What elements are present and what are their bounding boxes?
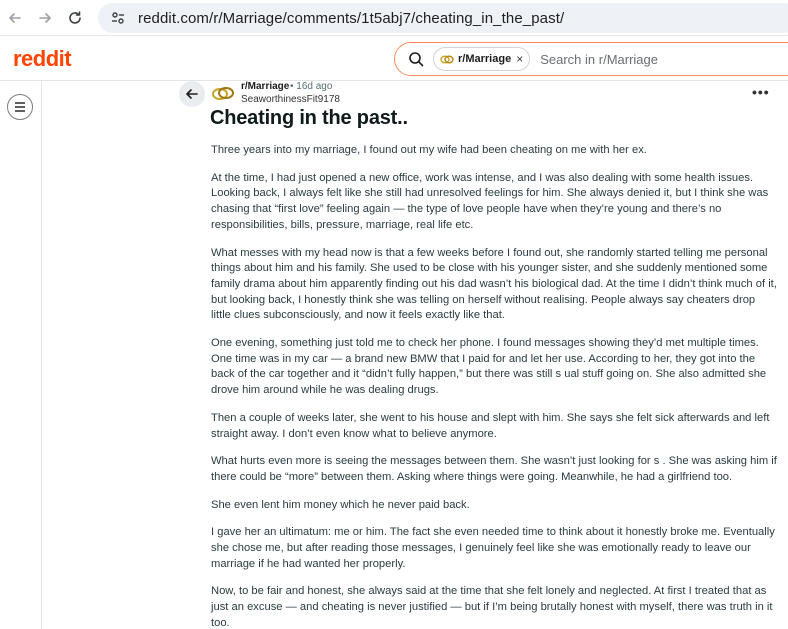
more-options-icon[interactable]: ••• [752, 84, 770, 100]
back-button[interactable] [179, 81, 205, 107]
post-paragraph: She even lent him money which he never paid back. [211, 498, 470, 511]
url-text[interactable]: reddit.com/r/Marriage/comments/1t5abj7/cheating_in_the_past/ [138, 9, 565, 27]
post-paragraph: Then a couple of weeks later, she went to his house and slept with him. She says she felt sick afterwards and left straight away. I don’t even know what to believe anymore. [211, 411, 770, 440]
address-bar[interactable] [98, 3, 788, 33]
post-paragraph: Three years into my marriage, I found out my wife had been cheating on me with her ex. [211, 144, 647, 156]
left-rail [0, 81, 42, 629]
search-input[interactable]: Search in r/Marriage [540, 51, 658, 67]
subreddit-avatar-rings-icon[interactable] [211, 86, 235, 100]
subreddit-name[interactable]: r/Marriage [241, 81, 290, 92]
subreddit-filter-chip[interactable] [433, 47, 530, 71]
search-icon [407, 50, 425, 68]
forward-arrow-icon[interactable] [34, 7, 56, 29]
menu-icon[interactable] [7, 94, 33, 120]
post-author[interactable]: SeaworthinessFit9178 [241, 94, 340, 105]
reload-icon[interactable] [64, 7, 86, 29]
post-paragraph: Now, to be fair and honest, she always said at the time that she felt lonely and neglected. At first I treated that as just an excuse — and cheating is never justified — but if I’m being brutally honest with myself, there was truth in it too. [211, 585, 773, 629]
back-arrow-icon[interactable] [4, 7, 26, 29]
post-paragraph: What hurts even more is seeing the messages between them. She wasn’t just looking for s . She was asking him if there could be “more” between them. Asking where things were going. Meanwhile, he had a girlfriend too. [211, 455, 777, 483]
reddit-logo[interactable]: reddit [13, 46, 72, 71]
search-bar[interactable] [394, 42, 788, 76]
post-title: Cheating in the past.. [210, 107, 408, 129]
post-paragraph: At the time, I had just opened a new office, work was intense, and I was also dealing with some health issues. Looking back, I always felt like she still had unresolved feelings for him. She always denied it, but I think she was chasing that “first love” feeling again — the type of love people have when they’re young and there’s no responsibilities, bills, pressure, marriage, real life etc. [211, 171, 769, 231]
post-time: • 16d ago [290, 81, 333, 92]
browser-toolbar [0, 0, 788, 36]
reddit-header [0, 37, 788, 81]
wedding-rings-icon [440, 55, 454, 64]
post-paragraph: I gave her an ultimatum: me or him. The fact she even needed time to think about it honestly broke me. Eventually she chose me, but after reading those messages, I genuinely feel like she was emotionally ready to leave our marriage if he had wanted her properly. [211, 526, 775, 570]
post-paragraph: One evening, something just told me to check her phone. I found messages showing they’d met multiple times. One time was in my car — a brand new BMW that I paid for and let her use. According to her, they got into the back of the car together and it “didn’t fully happen,” but there was still s ual stuff going on. She also admitted she drove him around while he was dealing drugs. [211, 337, 767, 397]
site-settings-icon[interactable] [110, 10, 126, 26]
post-body [211, 143, 777, 629]
post-paragraph: What messes with my head now is that a few weeks before I found out, she randomly started telling me personal things about him and his family. She used to be close with his younger sister, and she suddenly mentioned some family drama about him apparently finding out his dad wasn’t his biological dad. At the time I didn’t think much of it, but looking back, I honestly think she was telling on herself without realising. People always say cheaters drop little clues subconsciously, and now it feels exactly like that. [211, 246, 777, 322]
chip-close-icon[interactable]: × [516, 52, 524, 66]
arrow-left-icon [185, 87, 199, 101]
chip-label: r/Marriage [458, 53, 512, 65]
